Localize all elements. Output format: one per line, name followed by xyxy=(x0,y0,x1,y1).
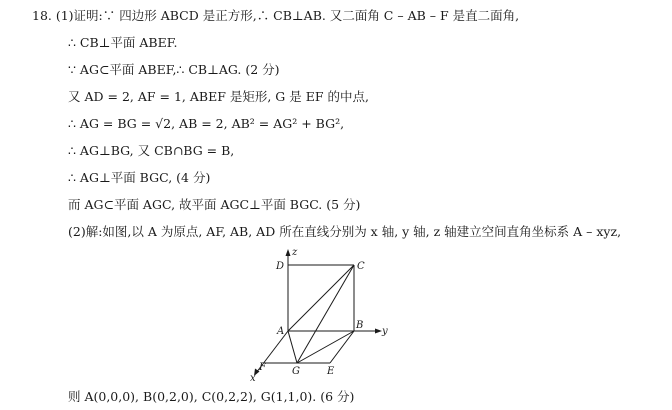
solution-line-7: ∴ AG⊥平面 BGC, (4 分) xyxy=(68,170,211,185)
solution-line-10: 则 A(0,0,0), B(0,2,0), C(0,2,2), G(1,1,0). (6 分) xyxy=(68,389,355,404)
edge-be xyxy=(330,331,354,363)
segment-bg xyxy=(297,331,354,363)
label-b: B xyxy=(356,320,364,331)
label-y: y xyxy=(382,326,388,337)
solution-line-5: ∴ AG = BG = √2, AB = 2, AB² = AG² + BG², xyxy=(68,116,345,131)
y-axis-arrow-icon xyxy=(375,329,382,334)
label-z: z xyxy=(292,247,298,258)
label-f: F xyxy=(259,362,266,373)
z-axis-arrow-icon xyxy=(286,249,291,256)
solution-line-9: (2)解:如图,以 A 为原点, AF, AB, AD 所在直线分别为 x 轴, y 轴, z 轴建立空间直角坐标系 A – xyz, xyxy=(68,224,622,239)
solution-line-2: ∴ CB⊥平面 ABEF. xyxy=(68,35,178,50)
segment-ag xyxy=(288,331,297,363)
label-c: C xyxy=(357,261,365,272)
solution-line-4: 又 AD = 2, AF = 1, ABEF 是矩形, G 是 EF 的中点, xyxy=(68,89,369,104)
solution-line-8: 而 AG⊂平面 AGC, 故平面 AGC⊥平面 BGC. (5 分) xyxy=(68,197,361,212)
label-d: D xyxy=(276,261,285,272)
label-e: E xyxy=(327,366,335,377)
label-g: G xyxy=(292,366,300,377)
solution-line-6: ∴ AG⊥BG, 又 CB∩BG = B, xyxy=(68,143,235,158)
solution-line-3: ∵ AG⊂平面 ABEF,∴ CB⊥AG. (2 分) xyxy=(68,62,280,77)
solution-line-1: 18. (1)证明:∵ 四边形 ABCD 是正方形,∴ CB⊥AB. 又二面角 C – AB – F 是直二面角, xyxy=(32,8,520,23)
coordinate-figure xyxy=(244,243,394,383)
label-a: A xyxy=(277,326,285,337)
label-x: x xyxy=(250,373,256,383)
